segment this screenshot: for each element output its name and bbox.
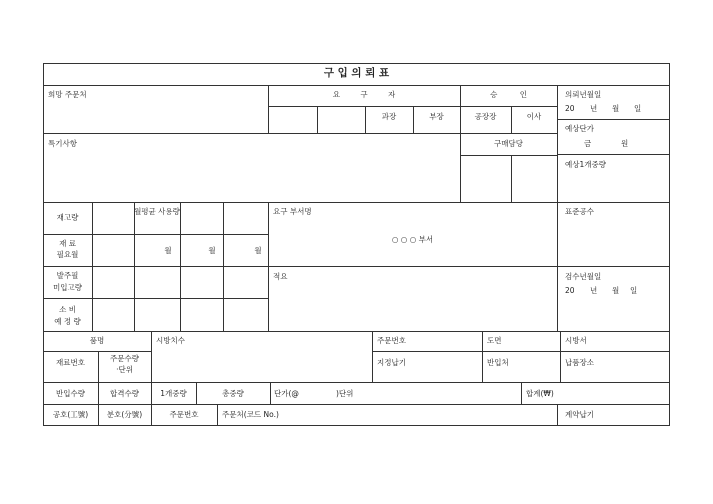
rule: [557, 154, 670, 155]
expected-qty-label: 예상1개중량: [565, 160, 606, 169]
rule: [43, 234, 268, 235]
request-date-year: 년: [590, 104, 598, 113]
rule: [560, 331, 561, 382]
rule: [268, 202, 269, 331]
contract-delivery-label: 계약납기: [565, 410, 594, 419]
rule: [217, 404, 218, 426]
inspection-date-month: 월: [612, 286, 620, 295]
request-date-20: 20: [565, 104, 575, 113]
order-pending-line1: 발주필: [56, 271, 79, 280]
order-number-label: 주문번호: [169, 410, 199, 419]
rule: [372, 331, 373, 382]
pass-qty-label: 합격수량: [110, 389, 139, 398]
section-chief-label: 과장: [381, 112, 397, 121]
estimated-price-label: 예상단가: [565, 124, 594, 133]
currency-won: 원: [621, 139, 629, 148]
total-label: 합계(₩): [526, 389, 554, 398]
requesting-dept-label: 요구 부서명: [273, 207, 312, 216]
rule: [521, 382, 522, 404]
factory-manager-label: 공장장: [474, 112, 497, 121]
rule: [482, 331, 483, 382]
rule: [92, 202, 93, 331]
unit-price-label: 단가(@: [274, 389, 299, 398]
rule: [43, 85, 670, 86]
order-qty-line1: 주문수량: [110, 354, 139, 363]
rule: [557, 202, 558, 331]
incoming-qty-label: 반입수량: [56, 389, 85, 398]
border-top: [43, 63, 670, 64]
border-right: [669, 63, 670, 426]
rule: [43, 351, 151, 352]
month-cell-1: 월: [164, 246, 172, 255]
rule: [43, 331, 670, 332]
supplier-code-label: 주문처(코드 No.): [222, 410, 279, 419]
rule: [43, 298, 268, 299]
unit-price-suffix: )단위: [336, 389, 354, 398]
inspection-date-day: 일: [630, 286, 638, 295]
process-no-label: 공호(工號): [52, 410, 89, 419]
request-date-month: 월: [612, 104, 620, 113]
item-name-label: 품명: [89, 336, 105, 345]
currency-prefix: 금: [584, 139, 592, 148]
material-need-line1: 재 료: [59, 239, 76, 248]
order-pending-line2: 미입고량: [53, 283, 82, 292]
border-bottom: [43, 425, 670, 426]
dept-stamp: ○ ○ ○ 부서: [391, 235, 434, 244]
delivery-dest-label: 반입처: [487, 358, 509, 367]
special-notes-label: 특기사항: [48, 139, 77, 148]
material-no-label: 재료번호: [56, 358, 85, 367]
rule: [43, 266, 670, 267]
rule: [180, 202, 181, 331]
standard-hours-label: 표준공수: [565, 207, 594, 216]
spec-doc-label: 시방서: [565, 336, 587, 345]
rule: [557, 404, 558, 426]
spec-size-label: 시방치수: [156, 336, 185, 345]
form-title: 구 입 의 뢰 표: [323, 67, 390, 79]
rule: [43, 133, 557, 134]
rule: [372, 351, 670, 352]
rule: [270, 382, 271, 404]
unit-weight-label: 1개중량: [160, 389, 187, 398]
month-cell-2: 월: [208, 246, 216, 255]
rule: [43, 202, 670, 203]
request-date-day: 일: [634, 104, 642, 113]
rule: [557, 119, 670, 120]
order-no-label: 주문번호: [377, 336, 406, 345]
rule: [511, 155, 512, 203]
monthly-avg-usage-label: [134, 207, 180, 217]
department-head-label: 부장: [429, 112, 444, 121]
delivery-place-label: 납품장소: [565, 358, 594, 367]
inspection-date-year: 년: [590, 286, 598, 295]
rule: [43, 382, 670, 383]
month-cell-3: 월: [254, 246, 262, 255]
request-date-label: 의뢰년월일: [565, 90, 602, 99]
rule: [460, 155, 557, 156]
stock-qty-label: 재고량: [56, 213, 79, 222]
approval-label: 승 인: [490, 90, 527, 99]
consume-line2: 예 정 량: [54, 317, 81, 326]
rule: [557, 85, 558, 203]
rule: [223, 202, 224, 331]
purchase-manager-label: 구매담당: [494, 139, 523, 148]
order-qty-line2: ·단위: [116, 365, 133, 374]
drawing-label: 도면: [487, 336, 502, 345]
rule: [317, 106, 318, 133]
designated-delivery-label: 지정납기: [377, 358, 406, 367]
rule: [151, 331, 152, 382]
summary-label: 적요: [273, 272, 288, 281]
total-weight-label: 총중량: [222, 389, 244, 398]
requester-label: 요 구 자: [332, 90, 396, 99]
monthly-avg-usage-text: 월평균 사용량: [134, 207, 180, 216]
director-label: 이사: [526, 112, 542, 121]
rule: [134, 202, 135, 331]
hope-client-label: 희망 주문처: [48, 90, 87, 99]
rule: [43, 404, 670, 405]
classification-label: 분호(分號): [106, 410, 143, 419]
consume-line1: 소 비: [59, 305, 76, 314]
inspection-date-20: 20: [565, 286, 575, 295]
material-need-line2: 필요월: [56, 250, 79, 259]
inspection-date-label: 검수년월일: [565, 272, 602, 281]
